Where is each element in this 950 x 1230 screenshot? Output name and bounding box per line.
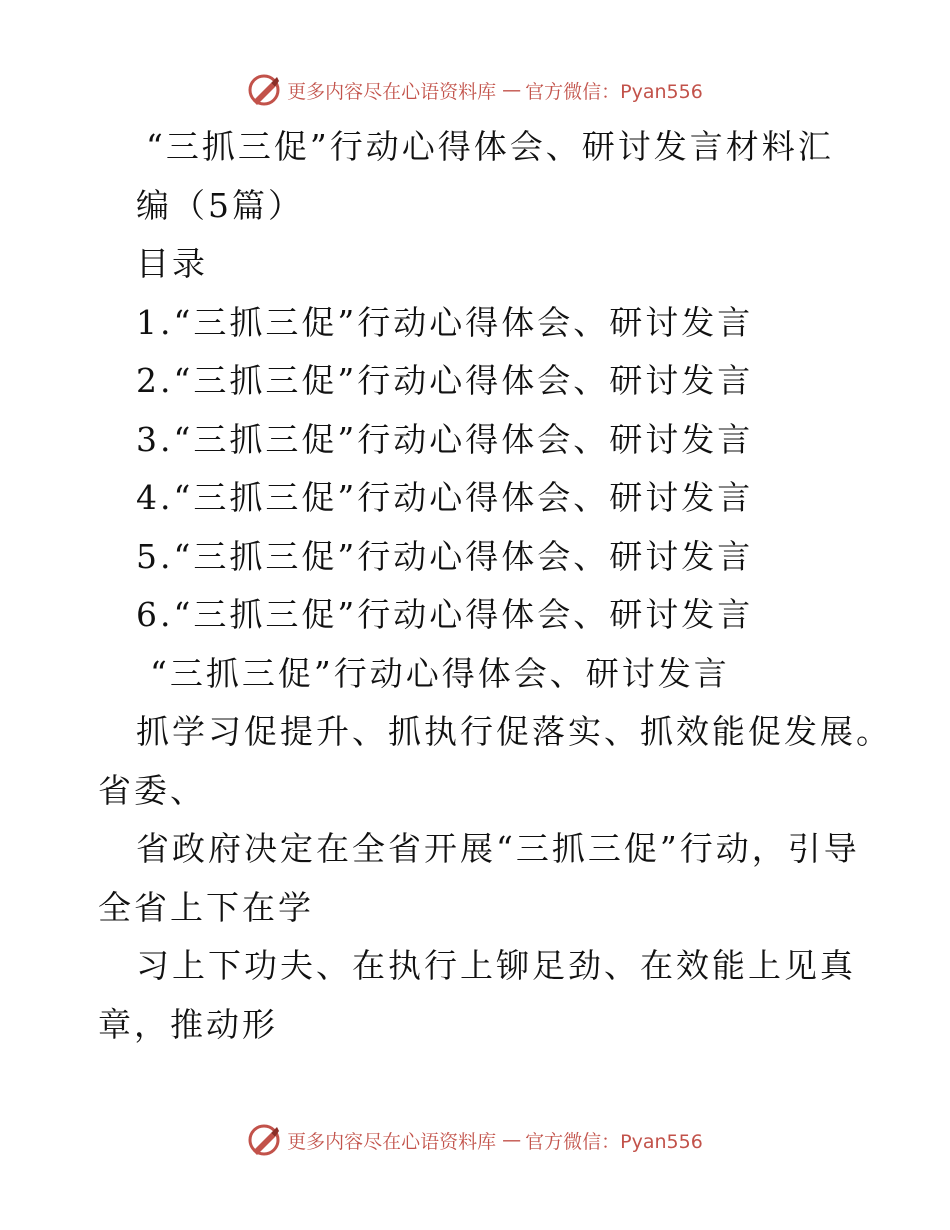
pen-logo-icon <box>247 1123 281 1157</box>
watermark-text: 更多内容尽在心语资料库 <box>287 80 497 103</box>
toc-item: 1.“三抓三促”行动心得体会、研讨发言 <box>136 302 754 342</box>
watermark-wechat: 官方微信：Pyan556 <box>525 80 703 103</box>
toc-heading: 目录 <box>136 244 208 283</box>
watermark-header <box>0 70 950 110</box>
body-line: 章，推动形 <box>98 1004 278 1044</box>
toc-item: 4.“三抓三促”行动心得体会、研讨发言 <box>136 478 754 517</box>
toc-item: 3.“三抓三促”行动心得体会、研讨发言 <box>136 419 754 459</box>
watermark-footer <box>0 1120 950 1160</box>
watermark-dash: — <box>502 79 520 101</box>
watermark-wechat: 官方微信：Pyan556 <box>525 1130 703 1153</box>
body-line: 习上下功夫、在执行上铆足劲、在效能上见真 <box>136 946 856 985</box>
document-title-line-1: “三抓三促”行动心得体会、研讨发言材料汇 <box>146 127 834 166</box>
body-line: 省政府决定在全省开展“三抓三促”行动，引导 <box>136 829 860 868</box>
pen-logo-icon <box>247 73 281 107</box>
document-title-line-2: 编（5篇） <box>136 185 304 225</box>
body-line: 抓学习促提升、抓执行促落实、抓效能促发展。 <box>136 712 892 751</box>
toc-item: 5.“三抓三促”行动心得体会、研讨发言 <box>136 536 754 576</box>
toc-item: 6.“三抓三促”行动心得体会、研讨发言 <box>136 595 754 634</box>
watermark-dash: — <box>502 1129 520 1151</box>
toc-item: 2.“三抓三促”行动心得体会、研讨发言 <box>136 361 754 400</box>
body-line: 全省上下在学 <box>98 887 314 927</box>
section-title: “三抓三促”行动心得体会、研讨发言 <box>150 653 730 693</box>
document-body <box>98 118 892 1054</box>
body-line: 省委、 <box>98 770 206 810</box>
watermark-text: 更多内容尽在心语资料库 <box>287 1130 497 1153</box>
